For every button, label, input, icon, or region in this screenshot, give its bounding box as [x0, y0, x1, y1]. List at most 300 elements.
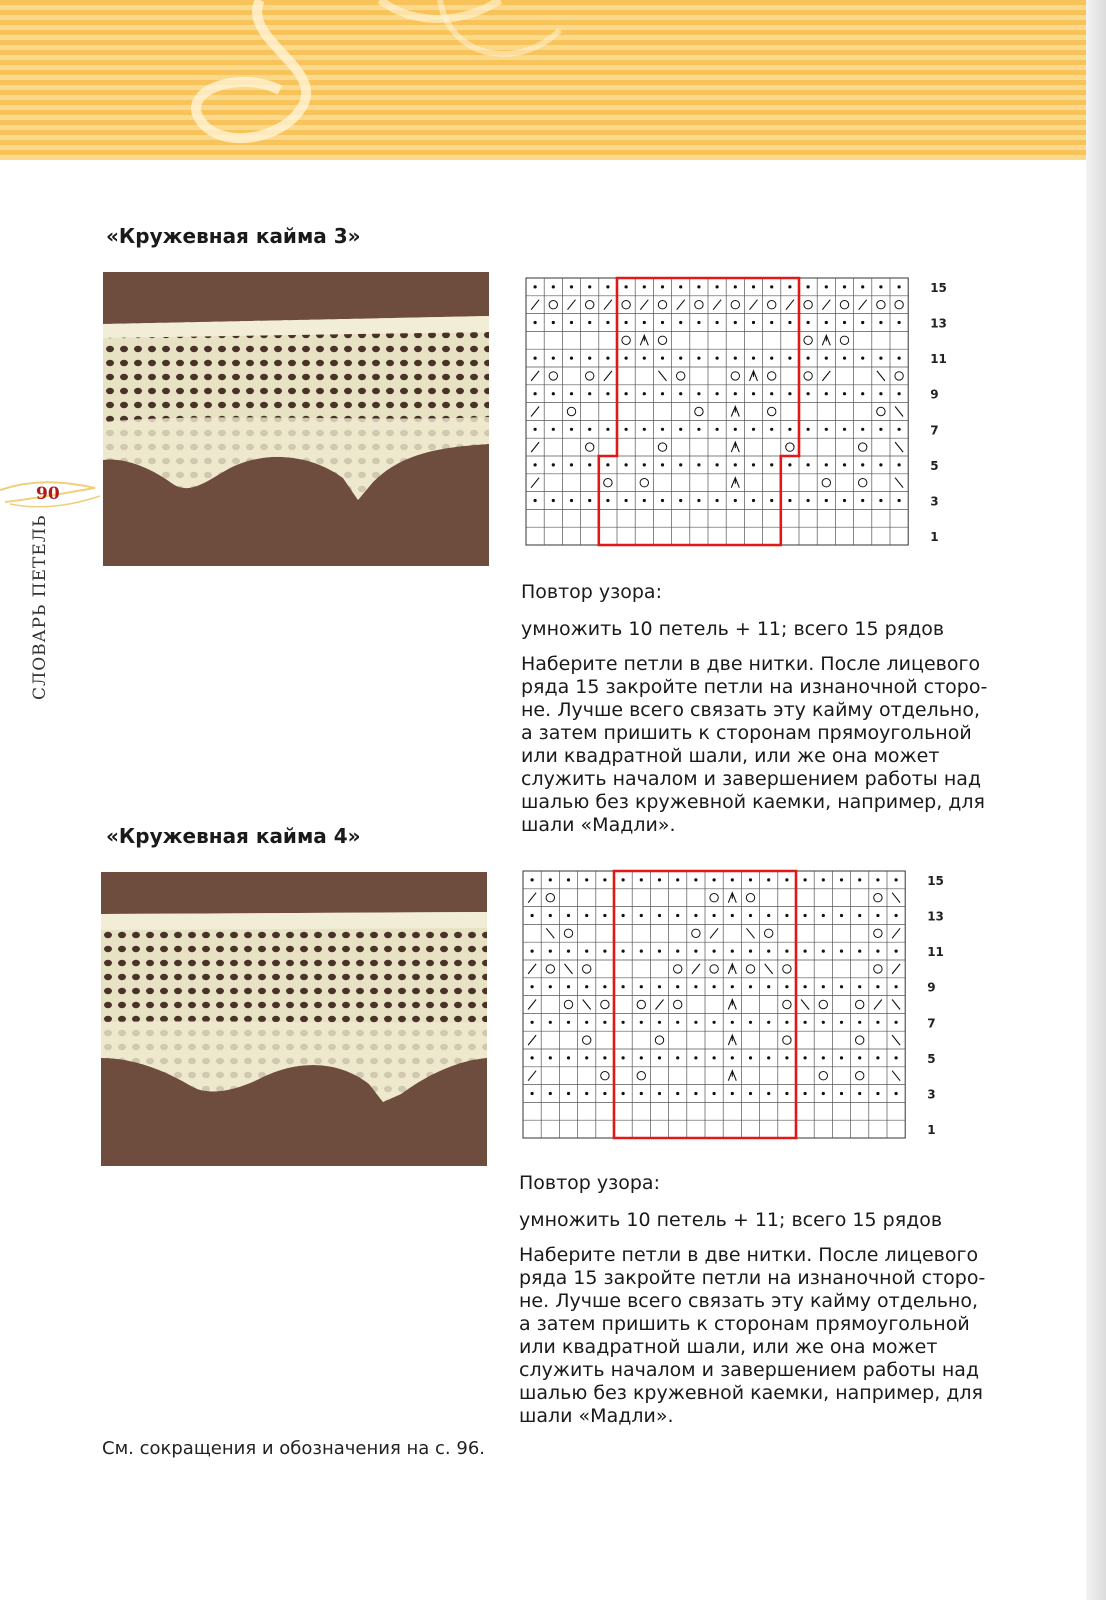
purl-dot-symbol [804, 950, 807, 953]
purl-dot-symbol [694, 950, 697, 953]
purl-dot-symbol [843, 463, 846, 466]
page-number: 90 [36, 484, 60, 504]
purl-dot-symbol [858, 1056, 861, 1059]
purl-dot-symbol [622, 914, 625, 917]
purl-dot-symbol [603, 985, 606, 988]
purl-dot-symbol [534, 321, 537, 324]
purl-dot-symbol [585, 985, 588, 988]
lace-sample-photo [103, 272, 489, 566]
purl-dot-symbol [895, 985, 898, 988]
purl-dot-symbol [534, 499, 537, 502]
purl-dot-symbol [734, 321, 737, 324]
purl-dot-symbol [716, 463, 719, 466]
purl-dot-symbol [731, 914, 734, 917]
purl-dot-symbol [749, 914, 752, 917]
purl-dot-symbol [861, 321, 864, 324]
purl-dot-symbol [661, 357, 664, 360]
purl-dot-symbol [531, 950, 534, 953]
purl-dot-symbol [876, 914, 879, 917]
purl-dot-symbol [785, 1056, 788, 1059]
purl-dot-symbol [552, 499, 555, 502]
purl-dot-symbol [549, 1092, 552, 1095]
purl-dot-symbol [570, 285, 573, 288]
purl-dot-symbol [676, 1056, 679, 1059]
purl-dot-symbol [734, 428, 737, 431]
instructions-line: не. Лучше всего связать эту кайму отдельно, [519, 1290, 978, 1312]
purl-dot-symbol [694, 914, 697, 917]
purl-dot-symbol [713, 950, 716, 953]
purl-dot-symbol [770, 357, 773, 360]
purl-dot-symbol [749, 1021, 752, 1024]
purl-dot-symbol [876, 878, 879, 881]
purl-dot-symbol [658, 878, 661, 881]
purl-dot-symbol [858, 985, 861, 988]
purl-dot-symbol [876, 1021, 879, 1024]
purl-dot-symbol [679, 285, 682, 288]
purl-dot-symbol [843, 499, 846, 502]
instructions-line: шали «Мадли». [521, 814, 676, 836]
purl-dot-symbol [676, 1092, 679, 1095]
purl-dot-symbol [858, 1021, 861, 1024]
purl-dot-symbol [643, 321, 646, 324]
purl-dot-symbol [676, 878, 679, 881]
purl-dot-symbol [807, 428, 810, 431]
purl-dot-symbol [731, 1056, 734, 1059]
instructions-line: ряда 15 закройте петли на изнаночной сторо- [521, 676, 988, 698]
purl-dot-symbol [585, 1056, 588, 1059]
purl-dot-symbol [552, 392, 555, 395]
purl-dot-symbol [861, 285, 864, 288]
purl-dot-symbol [734, 357, 737, 360]
row-number-label: 9 [927, 980, 936, 995]
purl-dot-symbol [807, 357, 810, 360]
purl-dot-symbol [788, 321, 791, 324]
chart-grid-lines [526, 278, 908, 545]
purl-dot-symbol [552, 321, 555, 324]
purl-dot-symbol [861, 499, 864, 502]
purl-dot-symbol [822, 1056, 825, 1059]
purl-dot-symbol [825, 499, 828, 502]
knitting-chart [523, 871, 944, 1151]
instructions-line: шалью без кружевной каемки, например, для [519, 1382, 983, 1404]
instructions-line: не. Лучше всего связать эту кайму отдельно, [521, 699, 980, 721]
row-number-label: 15 [930, 280, 947, 295]
purl-dot-symbol [807, 499, 810, 502]
purl-dot-symbol [588, 321, 591, 324]
purl-dot-symbol [788, 428, 791, 431]
purl-dot-symbol [643, 499, 646, 502]
purl-dot-symbol [697, 285, 700, 288]
purl-dot-symbol [534, 285, 537, 288]
purl-dot-symbol [713, 878, 716, 881]
purl-dot-symbol [552, 428, 555, 431]
purl-dot-symbol [767, 914, 770, 917]
purl-dot-symbol [588, 285, 591, 288]
purl-dot-symbol [788, 285, 791, 288]
purl-dot-symbol [731, 950, 734, 953]
pattern-description [519, 1172, 1019, 1428]
row-number-label: 1 [930, 530, 939, 545]
purl-dot-symbol [679, 428, 682, 431]
purl-dot-symbol [661, 392, 664, 395]
purl-dot-symbol [679, 357, 682, 360]
purl-dot-symbol [749, 950, 752, 953]
purl-dot-symbol [822, 1021, 825, 1024]
instructions-line: служить началом и завершением работы над [521, 768, 982, 790]
purl-dot-symbol [843, 357, 846, 360]
purl-dot-symbol [822, 985, 825, 988]
row-number-label: 11 [930, 352, 947, 367]
purl-dot-symbol [622, 1021, 625, 1024]
purl-dot-symbol [895, 914, 898, 917]
purl-dot-symbol [843, 285, 846, 288]
purl-dot-symbol [807, 463, 810, 466]
purl-dot-symbol [603, 1056, 606, 1059]
purl-dot-symbol [895, 1056, 898, 1059]
row-number-label: 11 [927, 945, 944, 960]
page-edge-shadow [1086, 0, 1106, 1600]
row-number-label: 7 [930, 423, 939, 438]
purl-dot-symbol [661, 463, 664, 466]
instructions-line: Наберите петли в две нитки. После лицевого [519, 1244, 979, 1266]
purl-dot-symbol [676, 950, 679, 953]
purl-dot-symbol [840, 985, 843, 988]
purl-dot-symbol [752, 499, 755, 502]
purl-dot-symbol [807, 285, 810, 288]
purl-dot-symbol [588, 392, 591, 395]
instructions-line: шалью без кружевной каемки, например, для [521, 791, 985, 813]
purl-dot-symbol [898, 321, 901, 324]
purl-dot-symbol [804, 1056, 807, 1059]
purl-dot-symbol [640, 1056, 643, 1059]
purl-dot-symbol [825, 321, 828, 324]
purl-dot-symbol [752, 428, 755, 431]
row-number-label: 3 [927, 1087, 936, 1102]
purl-dot-symbol [570, 499, 573, 502]
purl-dot-symbol [785, 985, 788, 988]
footnote: См. сокращения и обозначения на с. 96. [102, 1438, 486, 1459]
purl-dot-symbol [788, 463, 791, 466]
purl-dot-symbol [588, 357, 591, 360]
purl-dot-symbol [861, 357, 864, 360]
repeat-rule: умножить 10 петель + 11; всего 15 рядов [521, 618, 945, 640]
purl-dot-symbol [531, 1021, 534, 1024]
purl-dot-symbol [898, 285, 901, 288]
instructions-line: шали «Мадли». [519, 1405, 674, 1427]
purl-dot-symbol [731, 985, 734, 988]
purl-dot-symbol [825, 357, 828, 360]
purl-dot-symbol [822, 1092, 825, 1095]
purl-dot-symbol [567, 878, 570, 881]
purl-dot-symbol [588, 428, 591, 431]
purl-dot-symbol [898, 463, 901, 466]
purl-dot-symbol [661, 428, 664, 431]
purl-dot-symbol [767, 950, 770, 953]
purl-dot-symbol [679, 392, 682, 395]
purl-dot-symbol [534, 357, 537, 360]
purl-dot-symbol [606, 357, 609, 360]
purl-dot-symbol [531, 914, 534, 917]
purl-dot-symbol [694, 985, 697, 988]
purl-dot-symbol [697, 357, 700, 360]
purl-dot-symbol [643, 285, 646, 288]
purl-dot-symbol [570, 321, 573, 324]
row-number-label: 1 [927, 1123, 936, 1138]
purl-dot-symbol [713, 914, 716, 917]
purl-dot-symbol [658, 1021, 661, 1024]
purl-dot-symbol [552, 285, 555, 288]
purl-dot-symbol [679, 463, 682, 466]
purl-dot-symbol [752, 357, 755, 360]
purl-dot-symbol [567, 985, 570, 988]
instructions-line: или квадратной шали, или же она может [521, 745, 940, 767]
purl-dot-symbol [661, 321, 664, 324]
purl-dot-symbol [898, 357, 901, 360]
purl-dot-symbol [603, 950, 606, 953]
purl-dot-symbol [713, 985, 716, 988]
purl-dot-symbol [552, 463, 555, 466]
instructions-line: служить началом и завершением работы над [519, 1359, 980, 1381]
purl-dot-symbol [679, 321, 682, 324]
repeat-heading: Повтор узора: [519, 1172, 660, 1194]
purl-dot-symbol [640, 914, 643, 917]
purl-dot-symbol [879, 463, 882, 466]
purl-dot-symbol [625, 392, 628, 395]
purl-dot-symbol [788, 357, 791, 360]
pattern-title: «Кружевная кайма 4» [106, 824, 361, 848]
purl-dot-symbol [606, 463, 609, 466]
purl-dot-symbol [879, 285, 882, 288]
purl-dot-symbol [531, 985, 534, 988]
purl-dot-symbol [716, 357, 719, 360]
purl-dot-symbol [679, 499, 682, 502]
knitting-chart [526, 278, 947, 558]
purl-dot-symbol [603, 1092, 606, 1095]
purl-dot-symbol [825, 392, 828, 395]
purl-dot-symbol [606, 285, 609, 288]
purl-dot-symbol [731, 1092, 734, 1095]
purl-dot-symbol [785, 878, 788, 881]
pattern-description [521, 581, 1021, 837]
purl-dot-symbol [785, 950, 788, 953]
purl-dot-symbol [625, 285, 628, 288]
purl-dot-symbol [640, 1021, 643, 1024]
purl-dot-symbol [770, 321, 773, 324]
purl-dot-symbol [697, 321, 700, 324]
purl-dot-symbol [585, 1021, 588, 1024]
purl-dot-symbol [858, 914, 861, 917]
purl-dot-symbol [752, 321, 755, 324]
purl-dot-symbol [713, 1021, 716, 1024]
lace-border-image [103, 272, 489, 566]
purl-dot-symbol [767, 1021, 770, 1024]
purl-dot-symbol [570, 392, 573, 395]
purl-dot-symbol [879, 321, 882, 324]
purl-dot-symbol [825, 428, 828, 431]
purl-dot-symbol [767, 1056, 770, 1059]
purl-dot-symbol [658, 1056, 661, 1059]
purl-dot-symbol [697, 499, 700, 502]
purl-dot-symbol [622, 1092, 625, 1095]
purl-dot-symbol [531, 878, 534, 881]
repeat-heading: Повтор узора: [521, 581, 662, 603]
purl-dot-symbol [567, 1056, 570, 1059]
purl-dot-symbol [895, 950, 898, 953]
purl-dot-symbol [879, 499, 882, 502]
purl-dot-symbol [843, 428, 846, 431]
purl-dot-symbol [895, 1021, 898, 1024]
purl-dot-symbol [640, 950, 643, 953]
purl-dot-symbol [895, 1092, 898, 1095]
purl-dot-symbol [603, 878, 606, 881]
purl-dot-symbol [822, 878, 825, 881]
lace-border-image [101, 872, 487, 1166]
purl-dot-symbol [731, 878, 734, 881]
lace-sample-photo [101, 872, 487, 1166]
purl-dot-symbol [606, 321, 609, 324]
purl-dot-symbol [643, 428, 646, 431]
purl-dot-symbol [622, 878, 625, 881]
purl-dot-symbol [843, 321, 846, 324]
purl-dot-symbol [785, 1092, 788, 1095]
instructions-line: Наберите петли в две нитки. После лицевого [521, 653, 981, 675]
purl-dot-symbol [694, 1056, 697, 1059]
purl-dot-symbol [622, 985, 625, 988]
purl-dot-symbol [749, 1056, 752, 1059]
purl-dot-symbol [606, 428, 609, 431]
purl-dot-symbol [567, 1021, 570, 1024]
purl-dot-symbol [640, 878, 643, 881]
section-label: СЛОВАРЬ ПЕТЕЛЬ [30, 514, 50, 700]
banner-flourish [0, 0, 1106, 160]
purl-dot-symbol [788, 499, 791, 502]
purl-dot-symbol [807, 321, 810, 324]
purl-dot-symbol [752, 285, 755, 288]
purl-dot-symbol [840, 1092, 843, 1095]
purl-dot-symbol [752, 392, 755, 395]
purl-dot-symbol [640, 985, 643, 988]
purl-dot-symbol [588, 463, 591, 466]
purl-dot-symbol [825, 463, 828, 466]
purl-dot-symbol [804, 914, 807, 917]
purl-dot-symbol [716, 285, 719, 288]
purl-dot-symbol [622, 1056, 625, 1059]
purl-dot-symbol [549, 1056, 552, 1059]
purl-dot-symbol [767, 985, 770, 988]
row-number-label: 7 [927, 1016, 936, 1031]
purl-dot-symbol [749, 985, 752, 988]
purl-dot-symbol [840, 1021, 843, 1024]
instructions-line: ряда 15 закройте петли на изнаночной сторо- [519, 1267, 986, 1289]
purl-dot-symbol [531, 1092, 534, 1095]
purl-dot-symbol [898, 392, 901, 395]
knitting-chart-grid [526, 278, 956, 558]
purl-dot-symbol [752, 463, 755, 466]
purl-dot-symbol [807, 392, 810, 395]
purl-dot-symbol [567, 914, 570, 917]
purl-dot-symbol [534, 428, 537, 431]
purl-dot-symbol [625, 499, 628, 502]
purl-dot-symbol [822, 950, 825, 953]
purl-dot-symbol [879, 392, 882, 395]
purl-dot-symbol [603, 914, 606, 917]
purl-dot-symbol [713, 1056, 716, 1059]
purl-dot-symbol [804, 985, 807, 988]
chart-grid-lines [523, 871, 905, 1138]
purl-dot-symbol [697, 463, 700, 466]
purl-dot-symbol [861, 463, 864, 466]
purl-dot-symbol [749, 878, 752, 881]
instructions-line: или квадратной шали, или же она может [519, 1336, 938, 1358]
purl-dot-symbol [676, 914, 679, 917]
purl-dot-symbol [606, 392, 609, 395]
row-number-label: 13 [930, 316, 947, 331]
purl-dot-symbol [567, 1092, 570, 1095]
purl-dot-symbol [876, 1092, 879, 1095]
purl-dot-symbol [716, 392, 719, 395]
purl-dot-symbol [640, 1092, 643, 1095]
purl-dot-symbol [625, 463, 628, 466]
purl-dot-symbol [843, 392, 846, 395]
purl-dot-symbol [861, 428, 864, 431]
purl-dot-symbol [625, 321, 628, 324]
purl-dot-symbol [734, 285, 737, 288]
purl-dot-symbol [676, 1021, 679, 1024]
instructions-line: а затем пришить к сторонам прямоугольной [519, 1313, 970, 1335]
purl-dot-symbol [822, 914, 825, 917]
purl-dot-symbol [588, 499, 591, 502]
purl-dot-symbol [694, 1021, 697, 1024]
purl-dot-symbol [858, 878, 861, 881]
row-number-label: 3 [930, 494, 939, 509]
row-number-label: 5 [930, 458, 939, 473]
purl-dot-symbol [770, 499, 773, 502]
purl-dot-symbol [585, 1092, 588, 1095]
purl-dot-symbol [770, 285, 773, 288]
purl-dot-symbol [734, 463, 737, 466]
purl-dot-symbol [643, 357, 646, 360]
purl-dot-symbol [694, 878, 697, 881]
purl-dot-symbol [861, 392, 864, 395]
purl-dot-symbol [552, 357, 555, 360]
purl-dot-symbol [825, 285, 828, 288]
purl-dot-symbol [585, 950, 588, 953]
row-number-label: 15 [927, 873, 944, 888]
purl-dot-symbol [658, 1092, 661, 1095]
purl-dot-symbol [879, 357, 882, 360]
purl-dot-symbol [643, 463, 646, 466]
row-number-label: 13 [927, 909, 944, 924]
purl-dot-symbol [804, 1021, 807, 1024]
purl-dot-symbol [716, 499, 719, 502]
repeat-rule: умножить 10 петель + 11; всего 15 рядов [519, 1209, 943, 1231]
purl-dot-symbol [658, 950, 661, 953]
purl-dot-symbol [804, 878, 807, 881]
purl-dot-symbol [694, 1092, 697, 1095]
purl-dot-symbol [549, 914, 552, 917]
purl-dot-symbol [898, 499, 901, 502]
purl-dot-symbol [785, 914, 788, 917]
purl-dot-symbol [749, 1092, 752, 1095]
purl-dot-symbol [840, 950, 843, 953]
row-number-label: 9 [930, 387, 939, 402]
purl-dot-symbol [606, 499, 609, 502]
purl-dot-symbol [840, 1056, 843, 1059]
purl-dot-symbol [734, 392, 737, 395]
purl-dot-symbol [840, 878, 843, 881]
purl-dot-symbol [767, 1092, 770, 1095]
purl-dot-symbol [549, 1021, 552, 1024]
